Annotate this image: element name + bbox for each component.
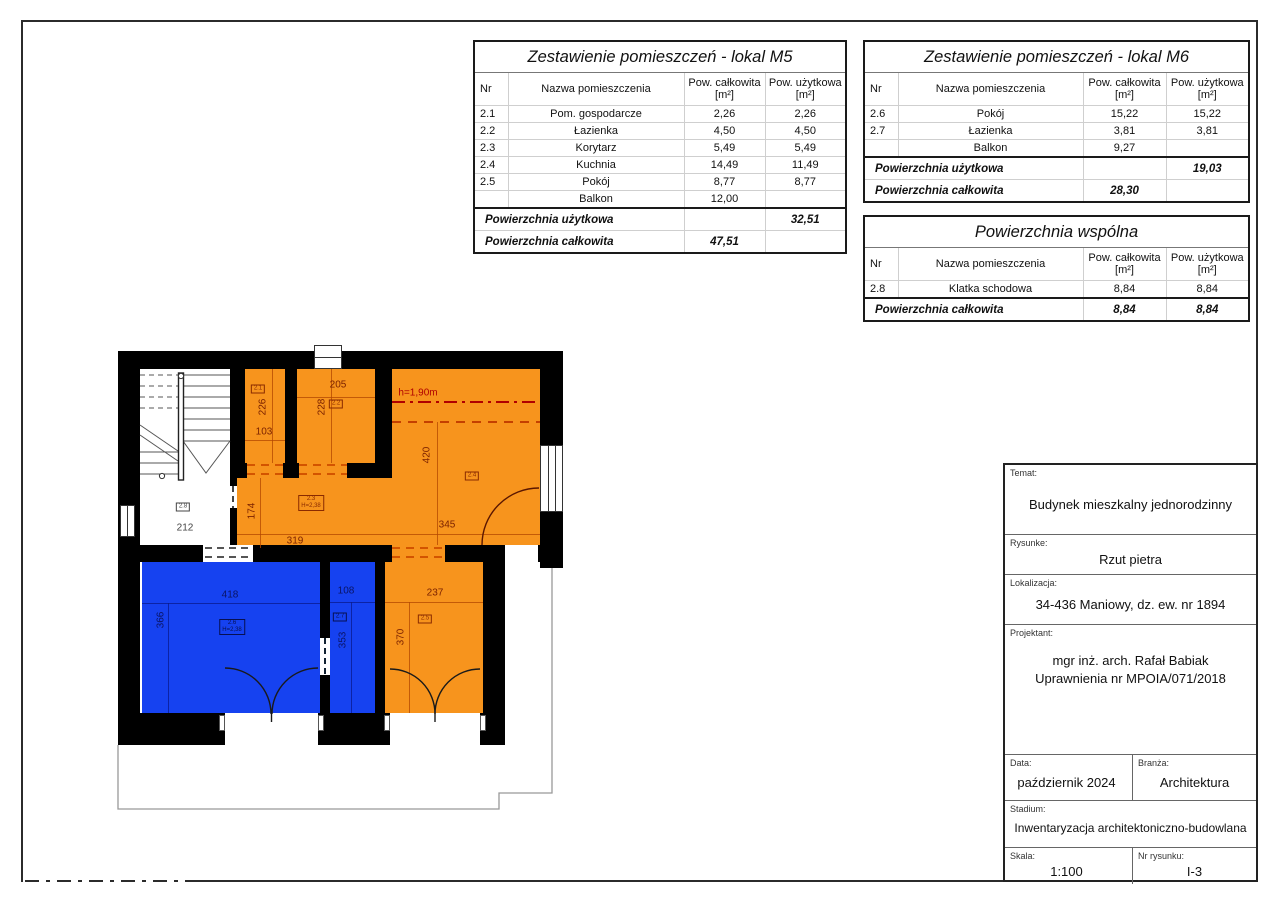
staircase	[140, 373, 230, 480]
room-tag-2-1: 2.1	[251, 385, 265, 394]
wall-22-24	[375, 369, 392, 463]
dim-line	[385, 602, 483, 603]
title-block-temat	[1005, 465, 1256, 534]
lokalizacja-value: 34-436 Maniowy, dz. ew. nr 1894	[1035, 597, 1226, 612]
note-h190: h=1,90m	[398, 387, 438, 399]
data-value: październik 2024	[1017, 775, 1116, 790]
wspolna-col-total: Pow. całkowita [m²]	[1083, 248, 1166, 281]
projektant-label: Projektant:	[1010, 628, 1054, 638]
dim-line	[168, 603, 169, 713]
room-tag-2-5: 2.5	[418, 615, 432, 624]
wall-stair-right	[230, 369, 245, 463]
window-left	[120, 505, 135, 537]
door-jamb	[384, 715, 390, 731]
dim-line	[351, 602, 352, 713]
line-h190	[392, 401, 540, 403]
stadium-label: Stadium:	[1010, 804, 1046, 814]
m6-col-usable: Pow. użytkowa [m²]	[1166, 73, 1249, 106]
projektant-uprawnienia: Uprawnienia nr MPOIA/071/2018	[1035, 671, 1226, 686]
m5-col-name: Nazwa pomieszczenia	[508, 73, 684, 106]
wall-band-middle	[118, 545, 563, 562]
title-block-rysunek	[1005, 534, 1256, 574]
frame-top	[21, 20, 1258, 22]
table-lokal-m5	[473, 40, 847, 254]
title-block-lokalizacja	[1005, 574, 1256, 624]
table-row: 2.7 Łazienka 3,81 3,81	[864, 123, 1249, 140]
stadium-value: Inwentaryzacja architektoniczno-budowlana	[1014, 821, 1247, 835]
opening-stair-corridor-dash	[232, 486, 234, 508]
door-jamb	[318, 715, 324, 731]
door-jamb	[219, 715, 225, 731]
opening-stair-south-dash	[205, 547, 251, 549]
door-jamb	[480, 715, 486, 731]
wspolna-col-name: Nazwa pomieszczenia	[898, 248, 1083, 281]
m5-col-total: Pow. całkowita [m²]	[684, 73, 765, 106]
table-row: Balkon 12,00	[474, 191, 846, 209]
line-dashed-24	[392, 421, 540, 423]
m6-col-name: Nazwa pomieszczenia	[898, 73, 1083, 106]
dim-205: 205	[329, 379, 347, 391]
dim-420: 420	[421, 446, 433, 464]
m5-footer-calkowita: Powierzchnia całkowita 47,51	[474, 231, 846, 254]
table-wspolna	[863, 215, 1250, 322]
opening-24-25-dash	[392, 547, 445, 549]
table-row: 2.2 Łazienka 4,50 4,50	[474, 123, 846, 140]
dim-366: 366	[155, 611, 167, 629]
m5-col-usable: Pow. użytkowa [m²]	[765, 73, 846, 106]
opening-24-25-dash2	[392, 556, 445, 558]
room-tag-2-6: 2.6 H=2,38	[219, 619, 245, 635]
frame-bottom-dashdot	[25, 880, 185, 882]
nr-rysunku-value: I-3	[1186, 864, 1203, 879]
opening-24-balcony-door	[505, 545, 538, 562]
door-gap-2-6	[225, 713, 318, 745]
dim-345: 345	[438, 519, 456, 531]
opening-below-2-1-dash	[247, 464, 283, 466]
wspolna-col-nr: Nr	[864, 248, 898, 281]
room-tag-2-2: 2.2	[329, 400, 343, 409]
projektant-name: mgr inż. arch. Rafał Babiak	[1052, 653, 1209, 668]
m6-col-total: Pow. całkowita [m²]	[1083, 73, 1166, 106]
table-m5-title: Zestawienie pomieszczeń - lokal M5	[474, 41, 846, 73]
temat-value: Budynek mieszkalny jednorodzinny	[1028, 497, 1233, 512]
room-tag-2-8: 2.8	[176, 503, 190, 512]
data-label: Data:	[1010, 758, 1032, 768]
table-row: 2.8 Klatka schodowa 8,84 8,84	[864, 281, 1249, 299]
table-row: 2.5 Pokój 8,77 8,77	[474, 174, 846, 191]
window-right	[540, 445, 563, 512]
dim-line	[272, 369, 273, 463]
dim-353: 353	[337, 631, 349, 649]
dim-108: 108	[337, 585, 355, 597]
wall-21-22	[285, 369, 297, 463]
title-block-skala-nr	[1005, 847, 1256, 884]
opening-below-2-1-dash2	[247, 473, 283, 475]
table-row: 2.4 Kuchnia 14,49 11,49	[474, 157, 846, 174]
opening-26-27-dash	[324, 638, 326, 675]
m5-footer-uzytkowa: Powierzchnia użytkowa 32,51	[474, 208, 846, 231]
table-row: 2.1 Pom. gospodarcze 2,26 2,26	[474, 106, 846, 123]
wall-25-right	[483, 562, 505, 745]
table-row: Balkon 9,27	[864, 140, 1249, 158]
title-block-projektant	[1005, 624, 1256, 754]
room-tag-2-7: 2.7	[333, 613, 347, 622]
table-lokal-m6	[863, 40, 1250, 203]
skala-label: Skala:	[1010, 851, 1036, 861]
table-wspolna-title: Powierzchnia wspólna	[864, 216, 1249, 248]
dim-418: 418	[221, 589, 239, 601]
lokalizacja-label: Lokalizacja:	[1010, 578, 1058, 588]
room-tag-2-4: 2.4	[465, 472, 479, 481]
window-top	[314, 345, 342, 369]
dim-228: 228	[316, 398, 328, 416]
m6-col-nr: Nr	[864, 73, 898, 106]
m6-footer-calkowita: Powierzchnia całkowita 28,30	[864, 180, 1249, 203]
wspolna-footer-calkowita: Powierzchnia całkowita 8,84 8,84	[864, 298, 1249, 321]
dim-212: 212	[176, 522, 194, 534]
table-row: 2.6 Pokój 15,22 15,22	[864, 106, 1249, 123]
dim-174: 174	[246, 502, 258, 520]
frame-left	[21, 20, 23, 882]
wall-right-upper	[540, 351, 563, 445]
dim-line	[409, 602, 410, 713]
temat-label: Temat:	[1010, 468, 1038, 478]
branza-label: Branża:	[1138, 758, 1170, 768]
room-tag-2-3: 2.3 H=2,38	[298, 495, 324, 511]
dim-line	[297, 397, 375, 398]
rysunek-value: Rzut pietra	[1099, 552, 1162, 567]
table-m6-title: Zestawienie pomieszczeń - lokal M6	[864, 41, 1249, 73]
dim-226: 226	[257, 398, 269, 416]
door-gap-2-5	[390, 713, 480, 745]
dim-line	[237, 534, 540, 535]
title-block-data-branza	[1005, 754, 1256, 800]
opening-below-2-2-dash	[299, 464, 347, 466]
room-2-1-fill	[245, 369, 285, 465]
wspolna-col-usable: Pow. użytkowa [m²]	[1166, 248, 1249, 281]
dim-103: 103	[255, 426, 273, 438]
dim-319: 319	[286, 535, 304, 547]
title-block	[1003, 463, 1258, 882]
dim-370: 370	[395, 628, 407, 646]
m6-footer-uzytkowa: Powierzchnia użytkowa 19,03	[864, 157, 1249, 180]
floor-plan	[115, 345, 580, 825]
dim-line	[245, 440, 285, 441]
table-row: 2.3 Korytarz 5,49 5,49	[474, 140, 846, 157]
opening-below-2-2-dash2	[299, 473, 347, 475]
nr-rysunku-label: Nr rysunku:	[1138, 851, 1185, 861]
skala-value: 1:100	[1050, 864, 1083, 879]
branza-value: Architektura	[1159, 775, 1230, 790]
wall-27-25	[375, 562, 385, 713]
title-block-stadium	[1005, 800, 1256, 847]
dim-237: 237	[426, 587, 444, 599]
opening-stair-south-dash2	[205, 556, 251, 558]
rysunek-label: Rysunke:	[1010, 538, 1048, 548]
dim-line	[330, 602, 375, 603]
dim-line	[260, 478, 261, 548]
m5-col-nr: Nr	[474, 73, 508, 106]
